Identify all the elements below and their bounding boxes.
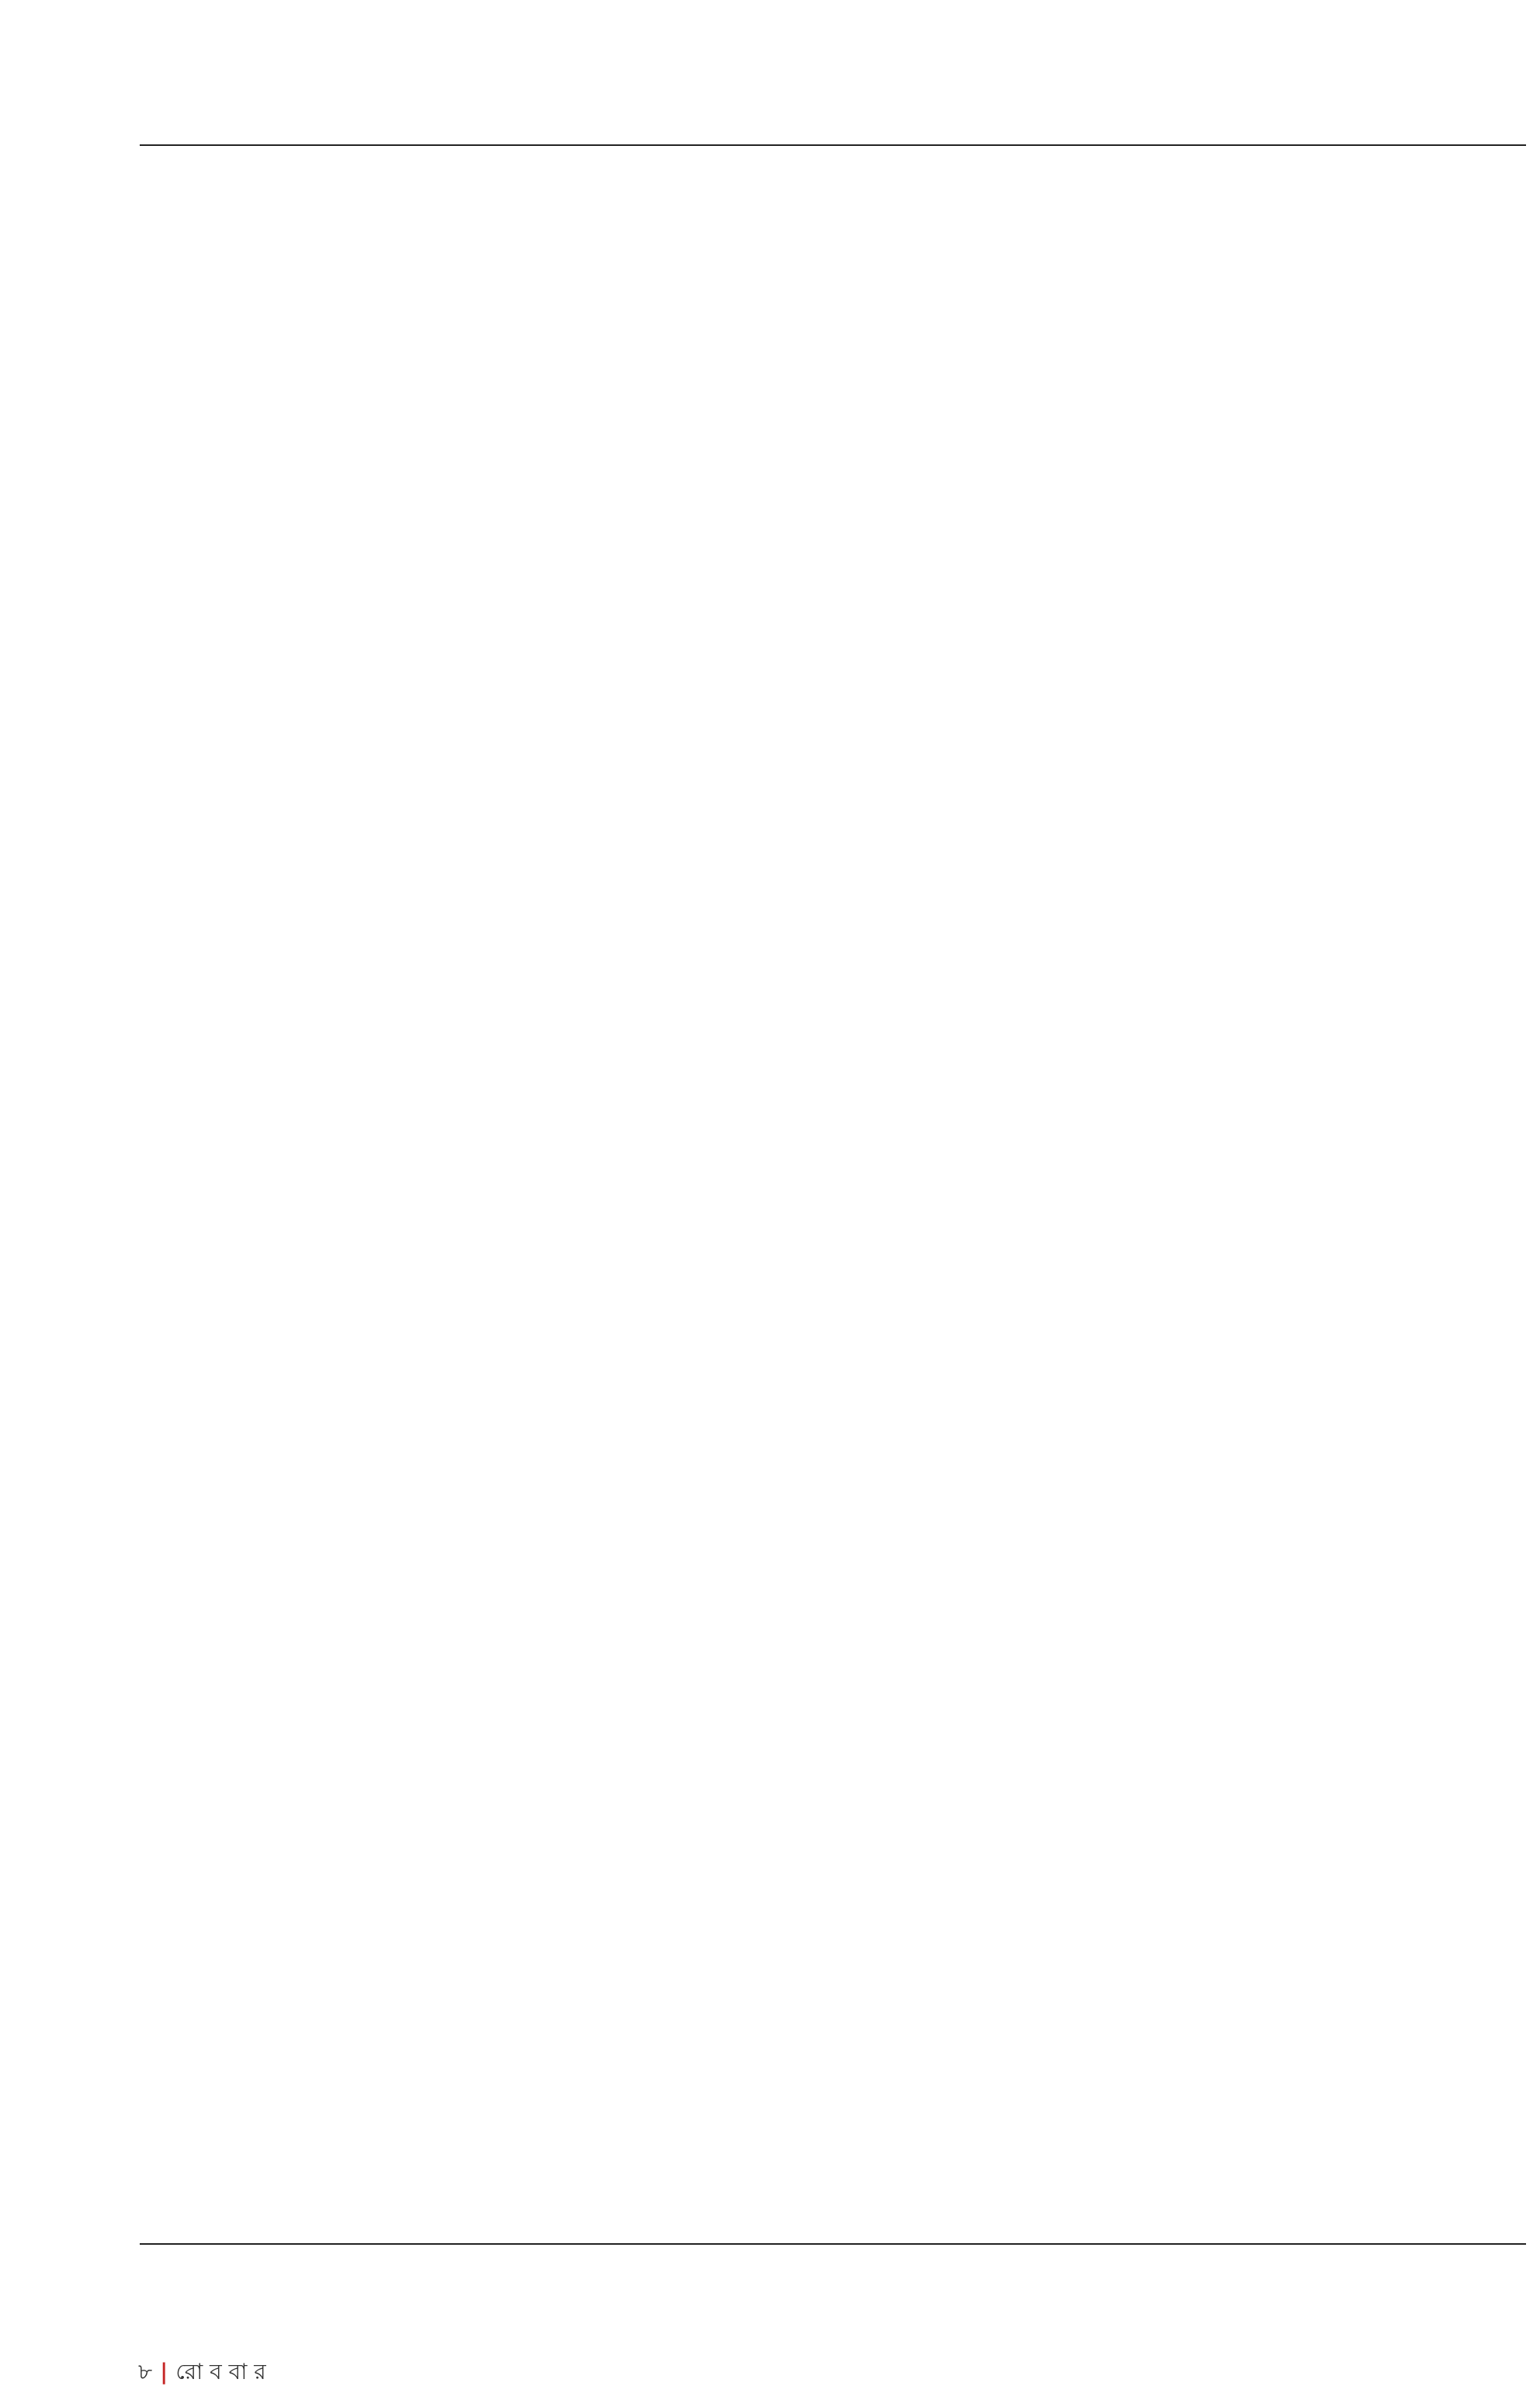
magazine-name: রো ব বা র bbox=[175, 2359, 266, 2384]
page-footer bbox=[138, 2355, 266, 2391]
footer-divider: | bbox=[160, 2359, 168, 2384]
text-column-3 bbox=[976, 247, 1341, 2218]
text-column-2 bbox=[550, 247, 914, 2218]
text-column-1 bbox=[134, 247, 498, 2218]
top-rule bbox=[140, 144, 1526, 146]
bottom-rule bbox=[140, 2243, 1526, 2245]
page-number: ৮ bbox=[138, 2359, 153, 2384]
